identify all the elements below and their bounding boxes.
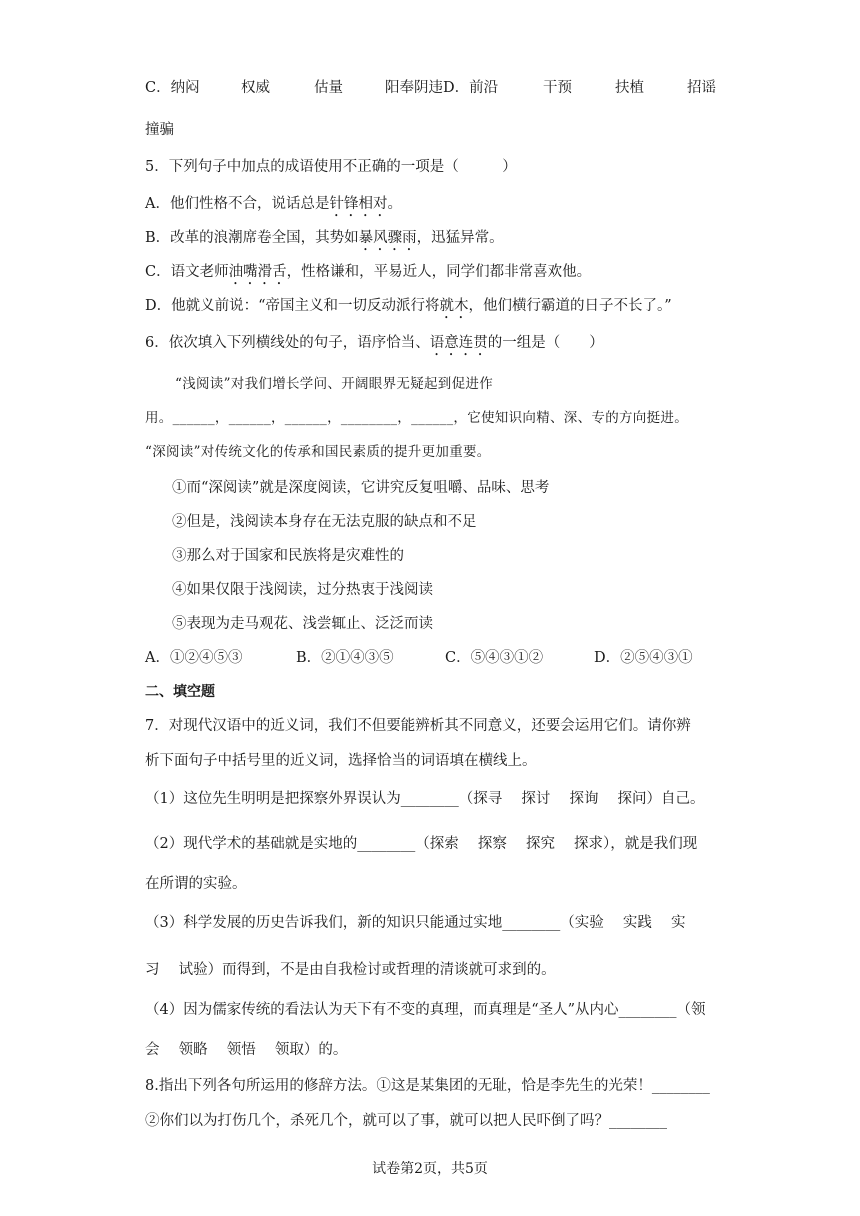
q6-sentence-1: ①而“深阅读”就是深度阅读，它讲究反复咀嚼、品味、思考 (172, 480, 550, 496)
option-text: B．改革的浪潮席卷全国，其势如 (145, 230, 359, 246)
q4-option-d-word3: 扶植 (615, 80, 644, 96)
q6-sentence-4: ④如果仅限于浅阅读，过分热衷于浅阅读 (172, 582, 433, 598)
q4-option-d-word2: 干预 (543, 80, 572, 96)
q6-choice-a: A．①②④⑤③ (145, 650, 243, 666)
q5-option-a (145, 194, 402, 220)
q4-option-c-word4-d-word1: 阳奉阴违D．前沿 (385, 80, 499, 96)
q7-stem-line2: 析下面句子中括号里的近义词，选择恰当的词语填在横线上。 (145, 753, 537, 769)
q7-item2-line1: （2）现代学术的基础就是实地的________（探索 探察 探究 探求），就是我们现 (145, 836, 698, 852)
q4-option-c-word1: C．纳闷 (145, 80, 200, 96)
q6-sentence-5: ⑤表现为走马观花、浅尝辄止、泛泛而读 (172, 616, 433, 632)
q8-line2: ②你们以为打伤几个，杀死几个，就可以了事，就可以把人民吓倒了吗？________ (145, 1113, 667, 1129)
q7-item4-line2: 会 领略 领悟 领取）的。 (145, 1042, 348, 1058)
option-text: A．他们性格不合，说话总是 (145, 196, 330, 212)
page-footer: 试卷第2页，共5页 (372, 1161, 488, 1177)
q5-option-c (145, 262, 591, 288)
q6-passage-line1: “浅阅读”对我们增长学问、开阔眼界无疑起到促进作 (175, 376, 494, 392)
dotted-phrase: 语意连贯 (429, 335, 488, 351)
q7-item2-line2: 在所谓的实验。 (145, 876, 247, 892)
q4-option-d-word4: 招谣 (687, 80, 716, 96)
option-text: ，性格谦和，平易近人，同学们都非常喜欢他。 (286, 264, 592, 280)
q5-stem: 5．下列句子中加点的成语使用不正确的一项是（ ） (145, 159, 517, 175)
q7-item3-line1: （3）科学发展的历史告诉我们，新的知识只能通过实地________（实验 实践 实 (145, 915, 686, 931)
q6-choice-d: D．②⑤④③① (594, 650, 693, 666)
q6-passage-line3: “深阅读”对传统文化的传承和国民素质的提升更加重要。 (145, 444, 491, 460)
stem-text: 的一组是（ ） (487, 335, 604, 351)
q5-option-b (145, 228, 504, 254)
q6-stem (145, 333, 604, 359)
q6-choice-c: C．⑤④③①② (445, 650, 544, 666)
q5-option-d (145, 296, 672, 322)
q6-sentence-3: ③那么对于国家和民族将是灾难性的 (172, 548, 404, 564)
q8-line1: 8.指出下列各句所运用的修辞方法。①这是某集团的无耻，恰是李先生的光荣！________ (145, 1078, 710, 1094)
q6-passage-line2: 用。______，______，______，________，______，它使知识向精、深、专的方向挺进。 (145, 410, 688, 426)
section-heading: 二、填空题 (145, 684, 215, 700)
stem-text: 6．依次填入下列横线处的句子，语序恰当、 (145, 335, 430, 351)
dotted-idiom: 油嘴滑舌 (228, 264, 287, 280)
option-text: C．语文老师 (145, 264, 229, 280)
q6-choice-b: B．②①④③⑤ (296, 650, 394, 666)
q6-sentence-2: ②但是，浅阅读本身存在无法克服的缺点和不足 (172, 514, 477, 530)
q4-option-c-word3: 估量 (314, 80, 343, 96)
option-text: 。 (387, 196, 402, 212)
option-text: ，迅猛异常。 (416, 230, 504, 246)
q7-item4-line1: （4）因为儒家传统的看法认为天下有不变的真理，而真理是“圣人”从内心________（领 (145, 1002, 706, 1018)
dotted-idiom: 针锋相对 (329, 196, 388, 212)
dotted-idiom: 就木 (439, 298, 469, 314)
option-text: ，他们横行霸道的日子不长了。” (468, 298, 672, 314)
q7-item3-line2: 习 试验）而得到，不是由自我检讨或哲理的清谈就可求到的。 (145, 962, 556, 978)
q7-stem-line1: 7．对现代汉语中的近义词，我们不但要能辨析其不同意义，还要会运用它们。请你辨 (145, 718, 691, 734)
q4-option-c-word2: 权威 (241, 80, 270, 96)
q7-item1: （1）这位先生明明是把探察外界误认为________（探寻 探讨 探询 探问）自己。 (145, 791, 705, 807)
dotted-idiom: 暴风骤雨 (358, 230, 417, 246)
q4-option-d-wrap: 撞骗 (145, 122, 174, 138)
option-text: D．他就义前说：“帝国主义和一切反动派行将 (145, 298, 440, 314)
